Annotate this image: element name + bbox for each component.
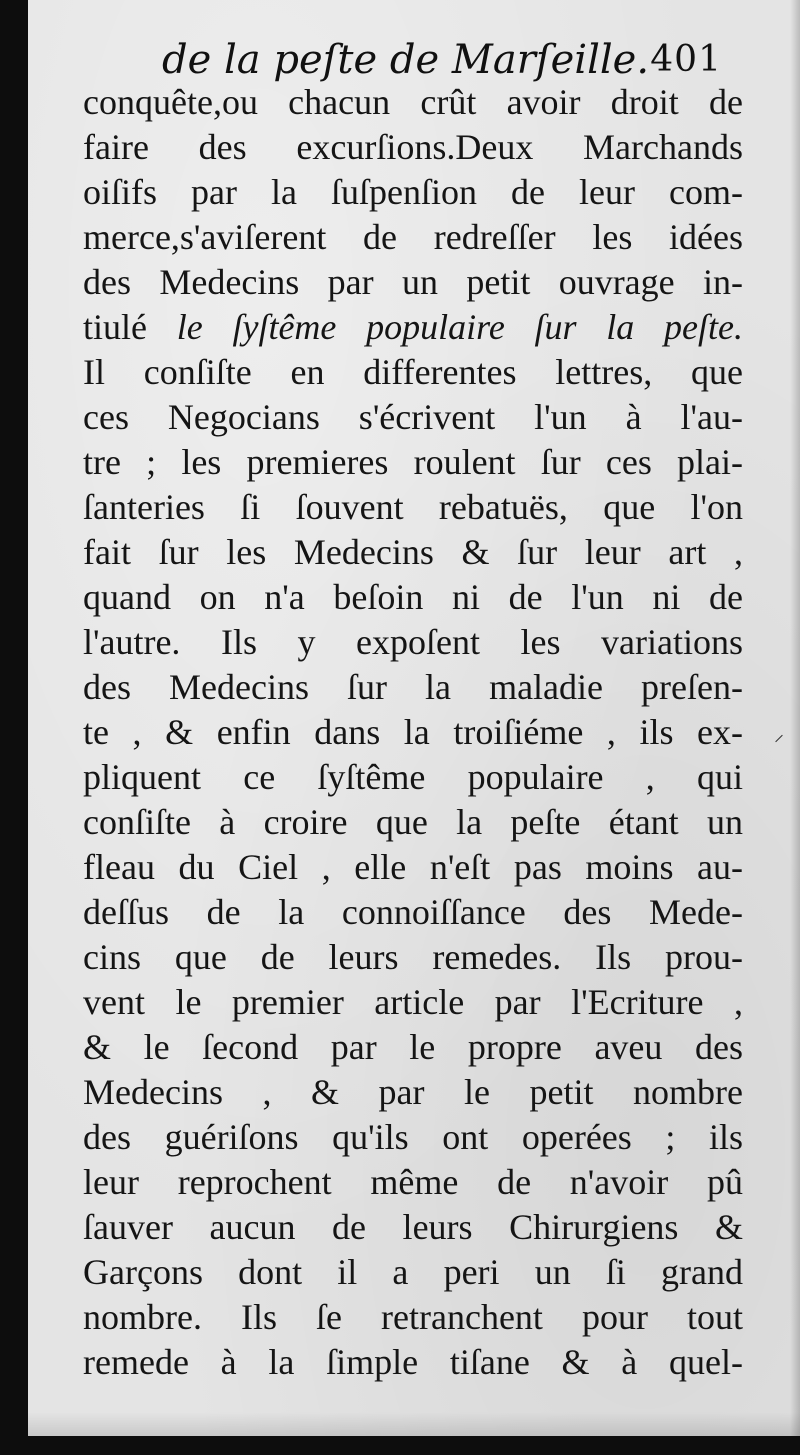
text-line: ſauver aucun de leurs Chirurgiens &	[83, 1207, 743, 1247]
text-line: Il conſiſte en differentes lettres, que	[83, 352, 743, 392]
text-line: deſſus de la connoiſſance des Mede-	[83, 892, 743, 932]
text-line: conquête,ou chacun crût avoir droit de	[83, 82, 743, 122]
text-line: & le ſecond par le propre aveu des	[83, 1027, 743, 1067]
text-line: quand on n'a beſoin ni de l'un ni de	[83, 577, 743, 617]
book-page	[28, 0, 800, 1436]
page-edge-shadow	[790, 0, 800, 1436]
text-line: fleau du Ciel , elle n'eſt pas moins au-	[83, 847, 743, 887]
text-line: nombre. Ils ſe retranchent pour tout	[83, 1297, 743, 1337]
text-line-with-title	[83, 305, 743, 350]
text-line: tre ; les premieres roulent ſur ces plai-	[83, 442, 743, 482]
text-line: fait ſur les Medecins & ſur leur art ,	[83, 532, 743, 572]
text-fragment: tiulé	[83, 307, 147, 347]
text-line: leur reprochent même de n'avoir pû	[83, 1162, 743, 1202]
margin-mark: ⸍	[774, 730, 784, 754]
text-line: Garçons dont il a peri un ſi grand	[83, 1252, 743, 1292]
page-number: 401	[650, 39, 722, 80]
text-line: cins que de leurs remedes. Ils prou-	[83, 937, 743, 977]
text-line: des Medecins par un petit ouvrage in-	[83, 262, 743, 302]
text-line: pliquent ce ſyſtême populaire , qui	[83, 757, 743, 797]
text-line: Medecins , & par le petit nombre	[83, 1072, 743, 1112]
text-line: l'autre. Ils y expoſent les variations	[83, 622, 743, 662]
text-line: te , & enfin dans la troiſiéme , ils ex-	[83, 712, 743, 752]
text-line: des guériſons qu'ils ont operées ; ils	[83, 1117, 743, 1157]
text-line: faire des excurſions.Deux Marchands	[83, 127, 743, 167]
body-text	[83, 80, 743, 1385]
text-line: conſiſte à croire que la peſte étant un	[83, 802, 743, 842]
text-line: des Medecins ſur la maladie preſen-	[83, 667, 743, 707]
running-title: de la peſte de Marſeille.	[162, 37, 650, 83]
italic-book-title: le ſyſtême populaire ſur la peſte.	[176, 307, 743, 347]
text-line: vent le premier article par l'Ecriture ,	[83, 982, 743, 1022]
text-line: ſanteries ſi ſouvent rebatuës, que l'on	[83, 487, 743, 527]
text-line: oiſifs par la ſuſpenſion de leur com-	[83, 172, 743, 212]
text-line: merce,s'aviſerent de redreſſer les idées	[83, 217, 743, 257]
text-line: remede à la ſimple tiſane & à quel-	[83, 1342, 743, 1382]
text-line: ces Negocians s'écrivent l'un à l'au-	[83, 397, 743, 437]
page-bottom-shadow	[28, 1412, 800, 1436]
